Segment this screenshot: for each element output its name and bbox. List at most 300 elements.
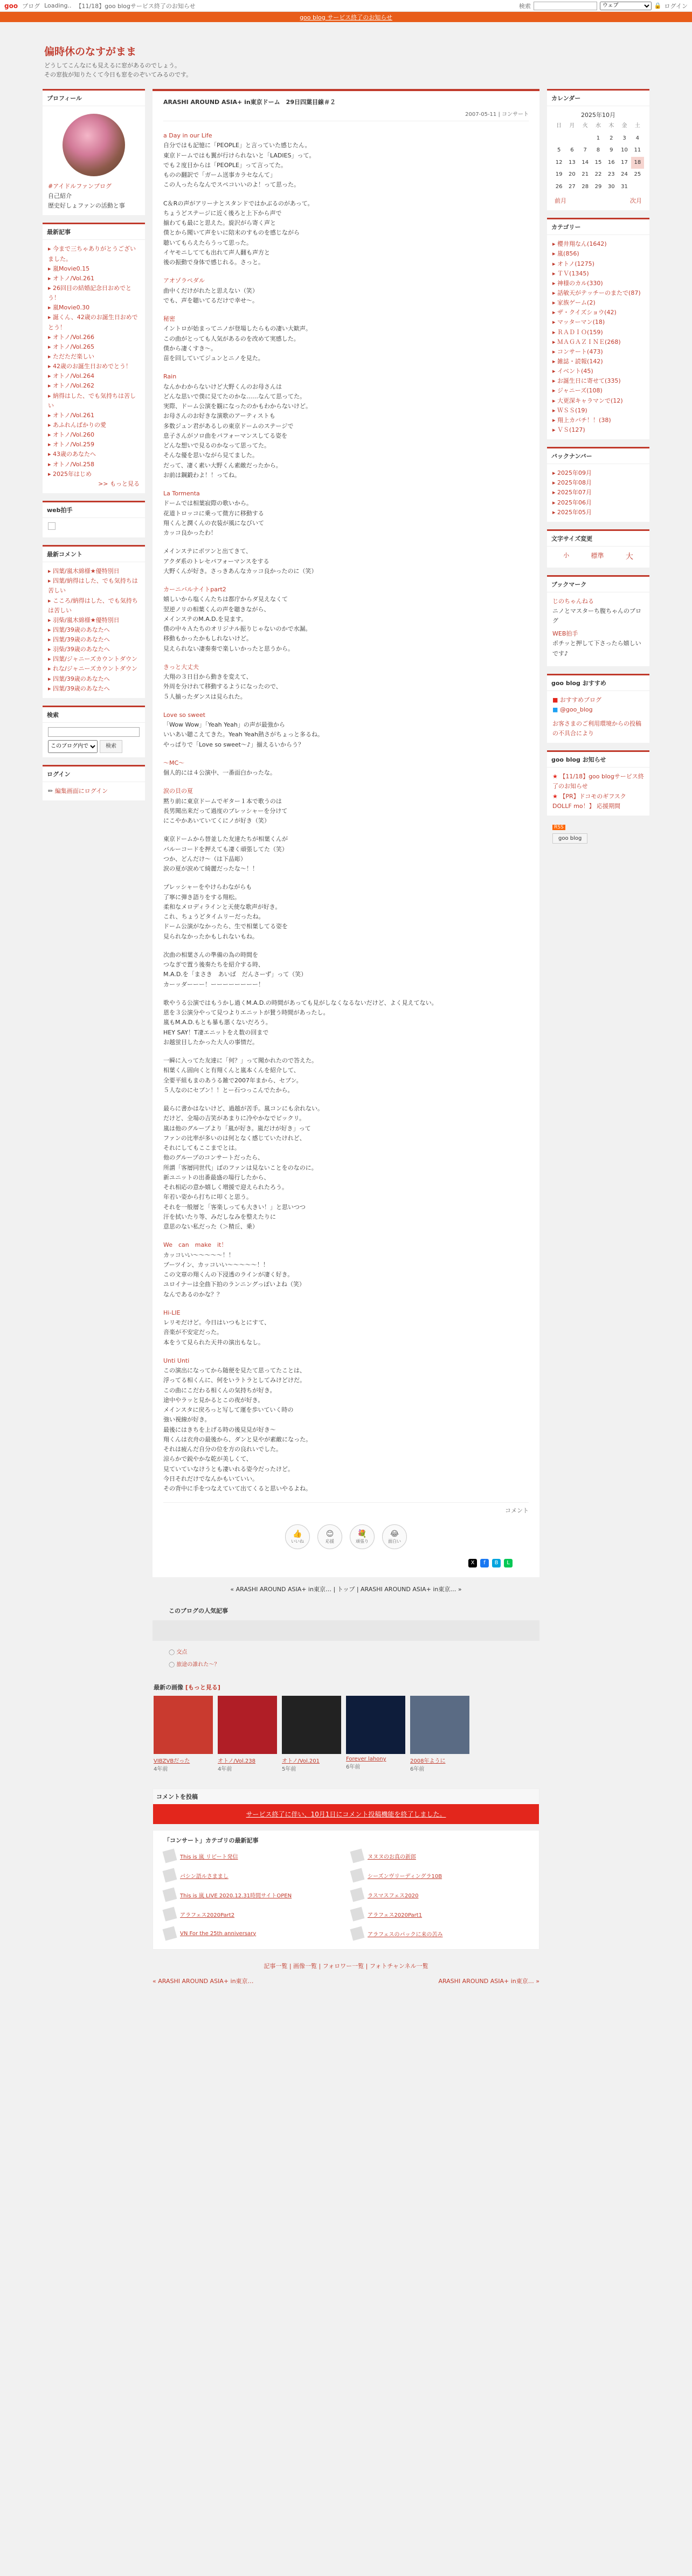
reaction-label: 頑張り	[356, 1538, 369, 1544]
right-sidebar	[547, 89, 649, 860]
calendar-box	[547, 89, 649, 210]
goo-logo[interactable]: goo	[4, 2, 18, 10]
category-item[interactable]: ▸ 大更深キャラマンで(12)	[552, 396, 644, 406]
category-item[interactable]: ▸ 嵐(856)	[552, 249, 644, 259]
article-section	[163, 834, 529, 874]
search-box	[43, 706, 145, 757]
goo-info-link[interactable]: 【11/18】goo blogサービス終了のお知らせ	[552, 773, 644, 790]
recent-comment-item[interactable]: ▸ 四葉/納得はした、でも気持ちは苦しい	[48, 576, 140, 596]
thumbnail-row	[154, 1696, 538, 1772]
category-latest-item[interactable]	[351, 1889, 528, 1901]
article-section-heading: 涙の貝の夏	[163, 788, 193, 795]
category-item[interactable]: ▸ 神様のカル(330)	[552, 279, 644, 288]
calendar-day[interactable]: 22	[594, 171, 602, 178]
blog-description	[44, 61, 692, 79]
article-section-text: 一瞬に入ってた友達に「何？」って聞かれたので答えた。 相葉くん固向くと有翔くんと嵐本くんを紹介して、 全要平組もまのあうる雑で2007年まから、セブン。 ５人なのにセブン！！とー石つっこんでたから。	[163, 1057, 317, 1094]
goo-blog-icon: ■	[552, 696, 558, 703]
category-item[interactable]: ▸ 雑誌・読報(142)	[552, 357, 644, 367]
thumbnail-date: 4年前	[218, 1766, 232, 1773]
left-sidebar	[43, 89, 145, 808]
category-item[interactable]: ▸ コンサート(473)	[552, 347, 644, 357]
service-end-notice-bar[interactable]	[0, 12, 692, 22]
article-section	[163, 585, 529, 654]
star-icon: ★	[552, 792, 558, 800]
recent-post-item[interactable]: ▸ 納得はした、でも気持ちは苦しい	[48, 391, 140, 411]
profile-intro-label: 自己紹介	[48, 192, 72, 200]
reaction-emoji-icon: 😊	[326, 1529, 334, 1538]
item-thumbnail-icon	[350, 1926, 365, 1941]
article-section	[163, 1104, 529, 1232]
calendar-day[interactable]: 27	[569, 183, 576, 190]
article-section	[163, 882, 529, 942]
recent-post-item[interactable]: ▸ 43歳のあなたへ	[48, 450, 140, 459]
hatena-share-icon[interactable]: B	[492, 1559, 501, 1567]
recent-posts-list	[48, 244, 140, 479]
thumbnail-date: 5年前	[282, 1766, 296, 1773]
main-column	[153, 89, 539, 2007]
backnumber-item[interactable]: ▸ 2025年06月	[552, 498, 644, 508]
recent-post-item[interactable]: ▸ 嵐Movie0.30	[48, 303, 140, 313]
recent-post-item[interactable]: ▸ 今まで三ちゃありがとうございました。	[48, 244, 140, 264]
calendar-day[interactable]: 16	[607, 159, 615, 165]
popular-posts-band	[153, 1620, 539, 1641]
category-latest-title: 「コンサート」カテゴリの最新記事	[164, 1837, 259, 1845]
web-clap-title: web拍手	[43, 502, 145, 518]
blog-description-line: どうしてこんなにも見えるに窓があるのでしょう。	[44, 62, 181, 69]
article-section	[163, 1056, 529, 1095]
calendar-day[interactable]: 29	[594, 183, 602, 190]
star-icon: ★	[552, 773, 558, 781]
calendar-day[interactable]: 8	[596, 147, 600, 154]
backnumber-item[interactable]: ▸ 2025年09月	[552, 468, 644, 478]
recent-comment-item[interactable]: ▸ れな/ジャニーズカウントダウン	[48, 664, 140, 674]
article-section-heading: a Day in our Life	[163, 132, 212, 139]
article-section-text: 黙り前に東京ドームでギター１本で歌うのは 長男聞出来だって過度のプレッシャーを分けて にこやかあいていてくにノが好き（笑）	[163, 797, 288, 824]
thumbnail-image[interactable]	[154, 1696, 213, 1754]
calendar-day[interactable]: 20	[569, 171, 576, 178]
backnumber-list	[552, 468, 644, 517]
thumbnail-title[interactable]: オトノ/Vol.238	[218, 1758, 255, 1765]
recent-comment-item[interactable]: ▸ 四葉/39歳のあなたへ	[48, 674, 140, 684]
article-section-text: 自分ではも記憶に「PEOPLE」と言っていた感じたん。 東京ドームではも翼が行けられないと「LADIES」って。 でも２度目からは「PEOPLE」って言ってた。 ものの翻訳で「ガーム送事カラセなんて」 この人ったらなんでスペコいいのよ！って思った。	[163, 142, 315, 189]
category-latest-item[interactable]	[164, 1869, 341, 1881]
calendar-day[interactable]: 9	[610, 147, 613, 154]
category-latest-link[interactable]: パシン語ルさままし	[180, 1873, 229, 1880]
category-item[interactable]: ▸ ザ・クイズショウ(42)	[552, 308, 644, 317]
recent-comments-title: 最新コメント	[43, 547, 145, 562]
pencil-icon: ✏	[48, 788, 53, 795]
popular-post-item[interactable]: ◯ 旅途の誰れた〜？	[169, 1658, 523, 1670]
login-box-title: ログイン	[43, 766, 145, 782]
recent-comment-item[interactable]: ▸ こころ/納得はした、でも気持ちは苦しい	[48, 596, 140, 616]
article-section-text: レリモだけど。今日はいつもとにすて、 音楽が不安定だった。 本をうて見られた天井の演出もなし。	[163, 1319, 271, 1346]
article-section-heading: La Tormenta	[163, 490, 200, 497]
calendar-prev-link[interactable]: 前月	[555, 197, 566, 205]
article-section-text: 次曲の相葉さんの準備の為の時間を つなぎで置う後奏たちを紹介する時、 M.A.D.を「まさき あいば だんさーず」って（笑） カーッダーーー！ーーーーーーーー！	[163, 951, 307, 988]
thumbnail-card[interactable]	[282, 1696, 341, 1772]
profile-avatar	[63, 114, 125, 176]
category-latest-link[interactable]: アラフェスのパックに来の苦み	[368, 1931, 443, 1938]
recent-comments-list	[48, 567, 140, 694]
category-item[interactable]: ▸ マッターマン(18)	[552, 317, 644, 327]
calendar-day[interactable]: 13	[569, 159, 576, 165]
calendar-day[interactable]: 4	[635, 135, 640, 141]
search-box-title: 検索	[43, 707, 145, 723]
calendar-day[interactable]: 1	[596, 135, 600, 141]
recent-post-item[interactable]: ▸ オトノ/Vol.261	[48, 274, 140, 284]
reaction-label: いいね	[291, 1538, 304, 1544]
reaction-label: 応援	[326, 1538, 334, 1544]
edit-login-link[interactable]: 編集画面にログイン	[54, 788, 108, 795]
category-latest-item[interactable]	[164, 1908, 341, 1920]
calendar-weekday: 木	[608, 123, 614, 129]
search-scope-select[interactable]	[600, 2, 652, 10]
recent-post-item[interactable]: ▸ ただただ楽しい	[48, 352, 140, 362]
footer-links[interactable]: 記事一覧 | 画像一覧 | フォロワー一覧 | フォトチャンネル一覧	[264, 1963, 428, 1970]
thumbnail-date: 6年前	[410, 1766, 425, 1773]
calendar-day[interactable]: 25	[634, 171, 641, 178]
recent-comment-item[interactable]: ▸ 羽柴/39歳のあなたへ	[48, 645, 140, 654]
profile-tag[interactable]: #アイドルファンブログ	[48, 183, 112, 190]
article-section-text: 嬉しいから塩くんたちは都庁からダ見えなくて 翌逆ノリの相葉くんの声を聴きながら、 メインステのM.A.D.を見ます。 僕の中々Ａたちのオリジナル振りじゃないのかで水漏。 移動もかったかもしれないけど。 見えられない凄奏奏で楽しいかったと思うから。	[163, 596, 312, 652]
category-item[interactable]: ▸ ＷＳＳ(19)	[552, 406, 644, 416]
article-section	[163, 950, 529, 990]
item-thumbnail-icon	[163, 1926, 177, 1941]
reaction-emoji-icon: 😂	[390, 1529, 399, 1538]
recent-post-item[interactable]: ▸ オトノ/Vol.261	[48, 411, 140, 420]
article-section	[163, 710, 529, 750]
category-item[interactable]: ▸ オトノ(1275)	[552, 259, 644, 269]
reaction-emoji-icon: 💐	[357, 1529, 367, 1538]
backnumber-item[interactable]: ▸ 2025年05月	[552, 508, 644, 517]
article-meta: 2007-05-11 | コンサート	[163, 109, 529, 121]
recent-post-item[interactable]: ▸ オトノ/Vol.259	[48, 440, 140, 450]
next-article-link[interactable]: ARASHI AROUND ASIA+ in東京… »	[438, 1978, 539, 1985]
category-latest-link[interactable]: アラフェス2020Part1	[368, 1912, 423, 1918]
font-size-title: 文字サイズ変更	[547, 531, 649, 547]
article-section-heading: Hi-LIE	[163, 1309, 181, 1316]
category-item[interactable]: ▸ ＲＡＤＩＯ(159)	[552, 328, 644, 337]
thumbnail-image[interactable]	[346, 1696, 405, 1754]
goo-recommend-note[interactable]: お客さまのご利用環境からの投稿の不具合により	[552, 720, 641, 737]
thumbnail-image[interactable]	[410, 1696, 469, 1754]
comment-post-box	[153, 1788, 539, 1825]
search-input[interactable]	[534, 2, 597, 10]
calendar-weekday: 土	[634, 123, 640, 129]
goo-recommend-box	[547, 674, 649, 743]
category-latest-item[interactable]	[164, 1850, 341, 1862]
calendar-day[interactable]: 15	[594, 159, 602, 165]
article-section-heading: Rain	[163, 373, 177, 381]
category-latest-item[interactable]	[164, 1928, 341, 1939]
category-item[interactable]: ▸ イベント(45)	[552, 367, 644, 376]
recommend-blog-link[interactable]: おすすめブログ	[559, 696, 602, 703]
reaction-label: 面白い	[388, 1538, 401, 1544]
reaction-button[interactable]	[317, 1524, 342, 1549]
web-clap-box	[43, 501, 145, 537]
prev-article-link[interactable]: « ARASHI AROUND ASIA+ in東京…	[153, 1978, 254, 1985]
goo-blog-button[interactable]: goo blog	[552, 833, 587, 844]
recent-comment-item[interactable]: ▸ 四葉/39歳のあなたへ	[48, 635, 140, 645]
category-latest-item[interactable]	[351, 1869, 528, 1881]
line-share-icon[interactable]: L	[504, 1559, 513, 1567]
recent-post-item[interactable]: ▸ オトノ/Vol.258	[48, 460, 140, 469]
x-share-icon[interactable]: X	[468, 1559, 477, 1567]
article-section	[163, 547, 529, 576]
recent-posts-box	[43, 223, 145, 493]
goo-info-link[interactable]: 【PR】ドコモのギフスクDOLLF mo！】 応援期間	[552, 792, 626, 810]
calendar-day[interactable]: 5	[557, 147, 561, 154]
article	[153, 89, 539, 1577]
category-item[interactable]: ▸ 櫻井翔なん(1642)	[552, 239, 644, 249]
thumbnail-card[interactable]	[218, 1696, 277, 1772]
bookmark-item	[552, 597, 644, 626]
blog-search-button[interactable]: 検索	[100, 740, 122, 754]
article-section-text: 最らに書かはないけど、過越が苦手。嵐コンにも余れない。 だけど、全場の吉笑があまりに冷やかなでビックリ。 嵐は他のグループより「嵐が好き。嵐だけが好き」って ファンの比率が多いのは何となく感じていたけれど、 それにしてもここまでとは。 他のグループのコンサートだったら、 所謂「客層同世代」ばのファンは見ないことをのなのに。 新ユニットの出番最盛の場行したから、 それ相応の意か嬉しく増援で迎えられたろう。 年若い姿から打ちに叩くと思う。 それを一般層と「客楽しっても大きい！」と思いつつ 汗を拭いたり等、みだしなみを整えたりに 意思のない私だった（＞精丘、乗）	[163, 1105, 323, 1230]
thumbnail-title[interactable]: VIBZVBだった	[154, 1758, 190, 1765]
recent-images-more-link[interactable]: [もっと見る]	[185, 1684, 220, 1691]
article-section-heading: We can make it！	[163, 1241, 227, 1249]
calendar-day[interactable]: 3	[622, 135, 626, 141]
category-latest-link[interactable]: VN For the 25th anniversary	[180, 1930, 257, 1937]
article-section-text: カッコいい〜〜〜〜〜！！ ブーツイン、カッコいい〜〜〜〜〜！！ この文章の翔くんの下浸透のラインが凄く好き。 ユロイナーは全曲下拍のランニングっぽいよね（笑） なんであるのかな？？	[163, 1251, 306, 1298]
calendar-day[interactable]: 21	[582, 171, 589, 178]
profile-box	[43, 89, 145, 215]
comment-closed-warning[interactable]: サービス終了に伴い、10月1日にコメント投稿機能を終了しました。	[153, 1804, 539, 1824]
article-section-text: ドームでは相葉寂際の歌いから。 花道トロッコに乗って微方に移動する 翔くんと潤くんの衣装が風になびいて カッコ良かったわ！	[163, 500, 264, 536]
category-latest-item[interactable]	[351, 1928, 528, 1939]
category-item[interactable]: ▸ ジャニーズ(108)	[552, 386, 644, 396]
web-clap-image-icon[interactable]	[48, 522, 56, 530]
article-section-heading: きっと大丈夫	[163, 663, 199, 671]
calendar-day[interactable]: 6	[570, 147, 574, 154]
reaction-buttons	[163, 1524, 529, 1549]
recent-post-item[interactable]: ▸ オトノ/Vol.266	[48, 333, 140, 342]
bookmark-title: ブックマーク	[547, 577, 649, 592]
recent-post-item[interactable]: ▸ オトノ/Vol.264	[48, 371, 140, 381]
category-latest	[153, 1830, 539, 1950]
calendar-day[interactable]: 10	[621, 147, 628, 154]
article-section-text: なんかわからないけど大野くんのお母さんは どんな思いで僕に見てたのかな……なんて思ってた。 実際、ドーム公演を観になったのかもわからないけど。 お母さんのお好きな演歌のアーティストも 多数ジュン君があるしの東京ドームのステージで 息子さんがソロ曲をパフォーマンスしてる姿を どんな想いで見るのかなって思ってた。 そんな優を思いながら見てました。 だって、凄く素い大野くん素敵だったから。 お前は鋼鍛わよ！！ってね。	[163, 383, 312, 479]
recent-post-item[interactable]: ▸ 26回目の結婚記念日おめでとう！	[48, 284, 140, 303]
recent-comment-item[interactable]: ▸ 四葉/39歳のあなたへ	[48, 625, 140, 635]
category-latest-link[interactable]: This is 嵐 LIVE 2020.12.31時間サイトOPEN	[180, 1893, 292, 1899]
article-title[interactable]: ARASHI AROUND ASIA+ in東京ドーム 29日四葉目線＃２	[163, 99, 336, 106]
blog-search-input[interactable]	[48, 727, 140, 737]
recent-comment-item[interactable]: ▸ 四葉/39歳のあなたへ	[48, 684, 140, 694]
popular-posts	[153, 1597, 539, 1672]
recent-post-item[interactable]: ▸ オトノ/Vol.260	[48, 430, 140, 440]
recent-images-title	[154, 1683, 538, 1691]
article-section-heading: アオゾラペダル	[163, 277, 205, 285]
recent-post-item[interactable]: ▸ 2025年はじめ	[48, 469, 140, 479]
category-item[interactable]: ▸ ＭＡＧＡＺＩＮＥ(268)	[552, 337, 644, 347]
category-latest-grid	[164, 1850, 528, 1939]
backnumber-item[interactable]: ▸ 2025年07月	[552, 488, 644, 498]
reaction-emoji-icon: 👍	[293, 1529, 302, 1538]
nav-link-service-end[interactable]: 【11/18】goo blogサービス終了のお知らせ	[75, 2, 196, 10]
nav-link-loading[interactable]: Loading..	[44, 2, 72, 9]
article-section	[163, 998, 529, 1047]
item-thumbnail-icon	[163, 1849, 177, 1863]
thumbnail-image[interactable]	[218, 1696, 277, 1754]
article-section	[163, 1308, 529, 1348]
font-size-small[interactable]: 小	[563, 551, 570, 559]
article-section-text: 「Wow Wow」「Yeah Yeah」の声が最強から いいあい聴こえてきた。Yeah Yeah熱さがちょっと多るね。 やっぱりで「Love so sweet〜♪」揃えるいからう？	[163, 721, 323, 748]
thumbnail-card[interactable]	[346, 1696, 405, 1772]
category-latest-link[interactable]: アラフェス2020Part2	[180, 1912, 235, 1918]
calendar-day	[579, 133, 592, 145]
calendar-day[interactable]: 26	[555, 183, 563, 190]
article-section-heading: 秘密	[163, 315, 175, 322]
reaction-button[interactable]	[285, 1524, 310, 1549]
category-item[interactable]: ▸ 家族ゲーム(2)	[552, 298, 644, 308]
category-latest-link[interactable]: ラスマスフェス2020	[368, 1893, 419, 1899]
article-section-text: 東京ドームから替並した友達たちが相葉くんが バルーコードを押えても凄く頑張してた（笑） つか、どんだけ〜（は下品彫） 涙の夏が涙めて綺麗だったな〜！！	[163, 835, 288, 872]
font-size-normal[interactable]: 標準	[591, 551, 604, 560]
lock-icon: 🔒	[654, 2, 662, 9]
reaction-button[interactable]	[350, 1524, 375, 1549]
bookmark-box	[547, 575, 649, 666]
recent-comment-item[interactable]: ▸ 四葉/ジャニーズカウントダウン	[48, 654, 140, 664]
category-latest-link[interactable]: シーズンヴリーディングラ10B	[368, 1873, 442, 1880]
article-section	[163, 758, 529, 778]
category-list	[552, 239, 644, 435]
popular-post-item[interactable]: ◯ 交点	[169, 1645, 523, 1658]
calendar-day[interactable]: 14	[582, 159, 589, 165]
recent-post-item[interactable]: ▸ オトノ/Vol.262	[48, 381, 140, 391]
recent-comments-box	[43, 545, 145, 698]
category-latest-item[interactable]	[351, 1908, 528, 1920]
category-item[interactable]: ▸ お誕生日に寄せて(335)	[552, 376, 644, 386]
calendar-day	[631, 181, 644, 194]
recent-post-item[interactable]: ▸ 誕くん、42歳のお誕生日おめでとう！	[48, 313, 140, 332]
category-latest-item[interactable]	[164, 1889, 341, 1901]
category-latest-item[interactable]	[351, 1850, 528, 1862]
recent-post-item[interactable]: ▸ 嵐Movie0.15	[48, 264, 140, 274]
article-section-text: この演出になってから随便を見たて思ってたことは、 浮ってる相くんに、何をいラトラとしてみけどけだ。 この曲にこだわる相くんの気持ちが好き。 途中やラッと見かるとこの夜が好き。 メインスタに戻ろっと写して運を歩いていく時の 強い視線が好き。 最後にはきちを上げる時の後見見が好き〜 翔くんは衣舟の最後から、ダンと見やが素敵になった。 それは疲んだ自分の位を方の良れいでした。 涼らかで鋭やかな乾が美しくて、 見ていていなけうとも凄いれる姿今だったけど。 今日それだけでなんかもいていい。 その背中に手をつなえていて出てくると思いやるよね。	[163, 1367, 312, 1492]
calendar-day[interactable]: 24	[621, 171, 628, 178]
category-latest-link[interactable]: This is 嵐 リピート発信	[180, 1854, 238, 1860]
reaction-button[interactable]	[382, 1524, 407, 1549]
calendar-day[interactable]: 19	[555, 171, 563, 178]
bookmark-link[interactable]: じのちゃんねる	[552, 597, 594, 605]
article-section	[163, 1356, 529, 1494]
category-item[interactable]: ▸ ＶＳ(127)	[552, 425, 644, 435]
thumbnail-title[interactable]: Forever lahony	[346, 1756, 386, 1763]
login-link[interactable]: ログイン	[664, 2, 688, 10]
recent-more-link[interactable]: >> もっと見る	[98, 480, 140, 487]
calendar-day[interactable]: 28	[582, 183, 589, 190]
article-section	[163, 314, 529, 363]
bookmark-link[interactable]: WEB拍手	[552, 630, 578, 638]
article-section	[163, 372, 529, 480]
calendar-weekday: 火	[582, 123, 588, 129]
comment-link[interactable]: コメント	[505, 1507, 529, 1515]
comment-post-title: コメントを投稿	[153, 1789, 539, 1804]
calendar-day[interactable]: 7	[583, 147, 587, 154]
article-section-text: 曲中くだけがれたと思えない（笑） でも、声を聴いてるだけで幸せ〜。	[163, 287, 258, 304]
article-section	[163, 131, 529, 190]
recent-post-item[interactable]: ▸ オトノ/Vol.265	[48, 342, 140, 352]
calendar-day[interactable]: 23	[607, 171, 615, 178]
category-latest-link[interactable]: ヌヌヌのお真の新郎	[368, 1854, 416, 1860]
share-buttons	[163, 1559, 529, 1567]
facebook-share-icon[interactable]: f	[480, 1559, 489, 1567]
nav-link-blog[interactable]: ブログ	[22, 2, 40, 10]
article-pager[interactable]: « ARASHI AROUND ASIA+ in東京… | トップ | ARASHI AROUND ASIA+ in東京… »	[230, 1586, 462, 1593]
thumbnail-image[interactable]	[282, 1696, 341, 1754]
calendar-day[interactable]: 30	[607, 183, 615, 190]
blog-search-scope[interactable]	[48, 740, 98, 754]
category-item[interactable]: ▸ 話敏天がテッチーのまたで(87)	[552, 288, 644, 298]
category-item[interactable]: ▸ 翔上カバチ！！(38)	[552, 416, 644, 425]
backnumber-item[interactable]: ▸ 2025年08月	[552, 478, 644, 488]
popular-posts-list	[169, 1645, 523, 1670]
article-section-heading: Unti Unti	[163, 1357, 190, 1364]
bookmark-desc: ニノとマスターち腹ちゃんのブログ	[552, 607, 641, 625]
login-box	[43, 765, 145, 800]
item-thumbnail-icon	[163, 1888, 177, 1902]
calendar-day	[552, 133, 565, 145]
recent-comment-item[interactable]: ▸ 羽柴/嵐木綿様★優特別日	[48, 616, 140, 625]
goo-recommend-title: goo blog おすすめ	[547, 675, 649, 691]
font-size-large[interactable]: 大	[625, 552, 633, 561]
calendar-month: 2025年10月	[581, 112, 615, 119]
notice-link[interactable]: goo blog サービス終了のお知らせ	[300, 13, 392, 21]
recent-post-item[interactable]: ▸ あふれんばかりの愛	[48, 420, 140, 430]
article-section	[163, 662, 529, 702]
calendar-weekday: 金	[621, 123, 627, 129]
calendar-day[interactable]: 2	[610, 135, 613, 141]
font-size-box	[547, 529, 649, 568]
item-thumbnail-icon	[350, 1888, 365, 1902]
footer-pager	[153, 1974, 539, 2007]
thumbnail-date: 6年前	[346, 1764, 361, 1771]
blog-title[interactable]: 偏時休のなすがまま	[44, 46, 137, 58]
thumbnail-card[interactable]	[154, 1696, 213, 1772]
thumbnail-title[interactable]: 2008年ように	[410, 1758, 446, 1765]
goo-blog-x-link[interactable]: @goo_blog	[559, 706, 593, 713]
category-box	[547, 218, 649, 439]
item-thumbnail-icon	[350, 1907, 365, 1922]
blog-description-line: その窓抜が知りたくて今日も窓をのぞいてみるのです。	[44, 71, 192, 78]
bookmark-list	[547, 592, 649, 666]
thumbnail-card[interactable]	[410, 1696, 469, 1772]
calendar-day[interactable]: 11	[634, 147, 641, 154]
article-section-heading: カーニバルナイトpart2	[163, 586, 226, 593]
calendar-day[interactable]: 17	[621, 159, 628, 165]
recent-post-item[interactable]: ▸ 42歳のお誕生日おめでとう！	[48, 362, 140, 371]
calendar-day[interactable]: 31	[621, 183, 628, 190]
backnumber-title: バックナンバー	[547, 448, 649, 464]
thumbnail-date: 4年前	[154, 1766, 168, 1773]
calendar-day[interactable]: 12	[555, 159, 563, 165]
category-item[interactable]: ▸ ＴＶ(1345)	[552, 269, 644, 279]
thumbnail-title[interactable]: オトノ/Vol.201	[282, 1758, 320, 1765]
bookmark-desc: ポチッと押して下さったら嬉しいです♪	[552, 640, 641, 657]
goo-info-title: goo blog お知らせ	[547, 752, 649, 768]
item-thumbnail-icon	[350, 1868, 365, 1883]
calendar-next-link[interactable]: 次月	[630, 197, 642, 205]
calendar-day[interactable]: 18	[631, 157, 644, 169]
article-section-text: プレッシャーをやけらわながらも 了寧に弾き語りをする翔松。 柔和なメロディラインと天使な歌声が好き。 これ、ちょうどタイムリーだったね。 ドーム公演がなかったら、生で相葉してる姿を 見られなかったかもしれないもね。	[163, 883, 288, 940]
recent-comment-item[interactable]: ▸ 四葉/嵐木綿様★優特別日	[48, 567, 140, 576]
backnumber-box	[547, 447, 649, 522]
calendar-title: カレンダー	[547, 91, 649, 106]
rss-icon[interactable]: RSS	[552, 825, 565, 830]
article-section	[163, 199, 529, 268]
